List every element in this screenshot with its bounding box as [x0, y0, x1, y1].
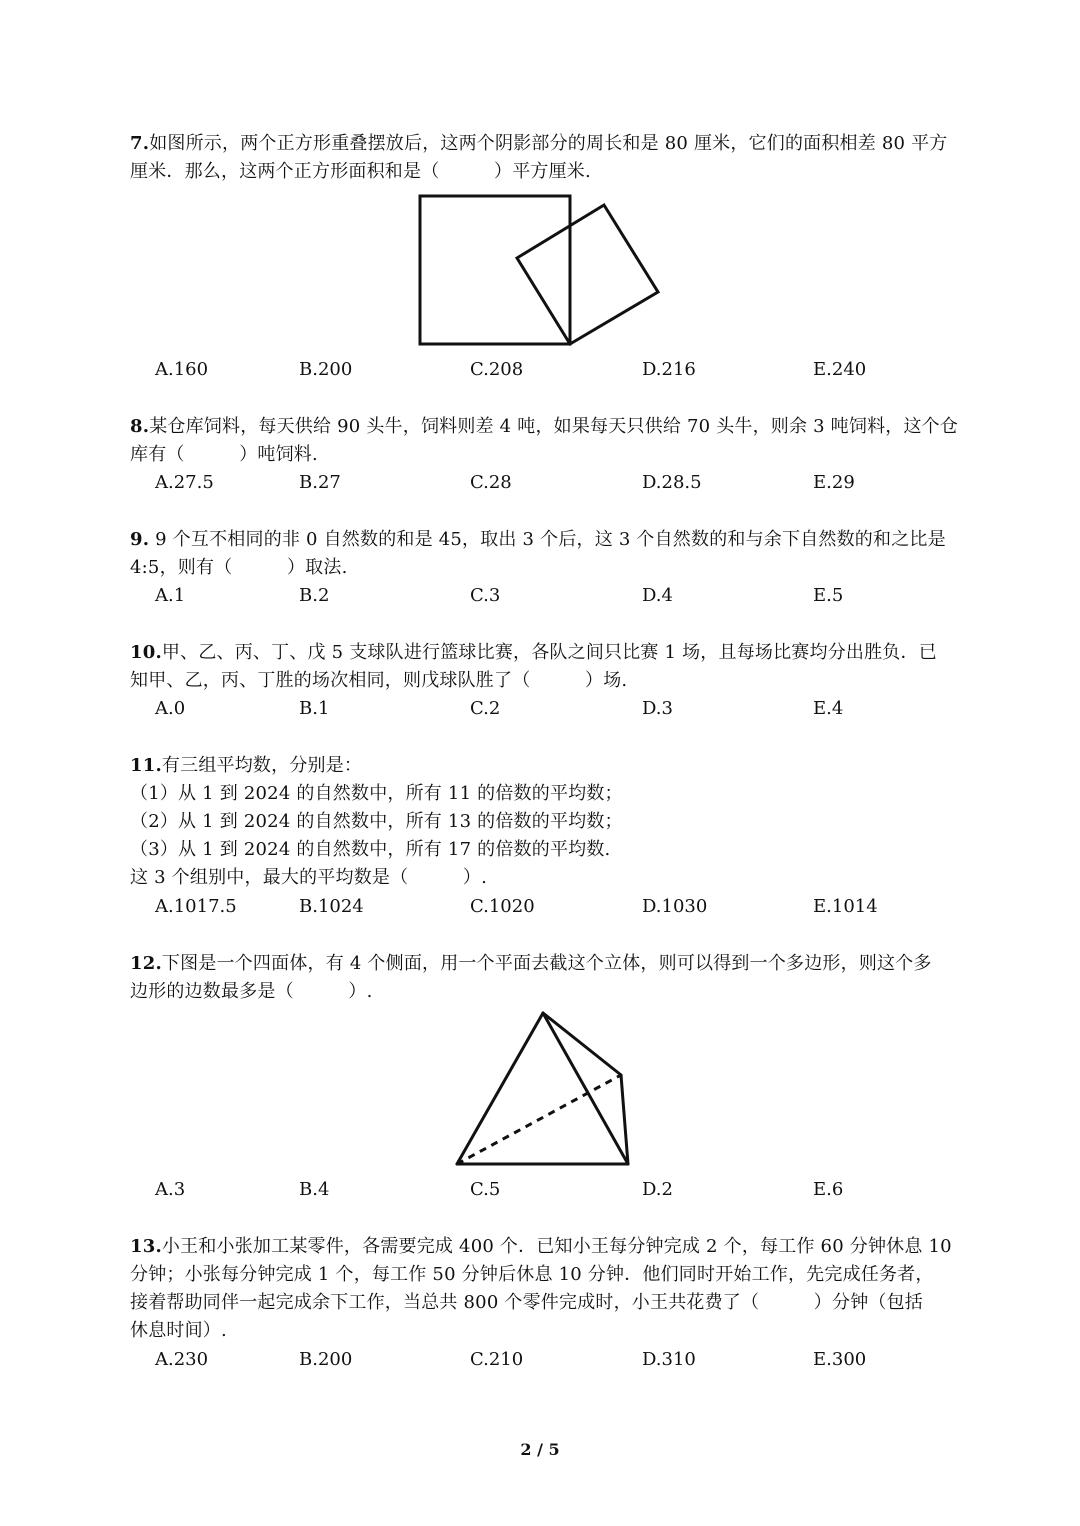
option-a[interactable]: A.0	[155, 698, 186, 719]
option-d[interactable]: D.4	[642, 585, 673, 606]
question-9-line-2: 4:5，则有（ ）取法.	[130, 557, 348, 578]
option-a[interactable]: A.1017.5	[155, 896, 237, 917]
question-number: 11.	[130, 755, 162, 776]
option-d[interactable]: D.310	[642, 1349, 696, 1370]
question-13-line-4: 休息时间）.	[130, 1320, 227, 1341]
option-b[interactable]: B.200	[299, 1349, 353, 1370]
option-e[interactable]: E.1014	[813, 896, 878, 917]
question-10-line-2: 知甲、乙，丙、丁胜的场次相同，则戊球队胜了（ ）场.	[130, 670, 628, 691]
tilted-square	[517, 205, 658, 344]
option-a[interactable]: A.230	[155, 1349, 209, 1370]
option-d[interactable]: D.28.5	[642, 472, 702, 493]
option-b[interactable]: B.1024	[299, 896, 364, 917]
question-number: 13.	[130, 1236, 162, 1257]
option-c[interactable]: C.3	[470, 585, 501, 606]
question-8-options	[0, 469, 1080, 497]
option-e[interactable]: E.4	[813, 698, 844, 719]
option-c[interactable]: C.28	[470, 472, 512, 493]
option-e[interactable]: E.300	[813, 1349, 867, 1370]
option-e[interactable]: E.5	[813, 585, 844, 606]
question-7-line-2: 厘米．那么，这两个正方形面积和是（ ）平方厘米.	[130, 161, 591, 182]
question-13-line-2: 分钟；小张每分钟完成 1 个，每工作 50 分钟后休息 10 分钟．他们同时开始工作，先完成任务者，	[130, 1264, 934, 1285]
question-11-line-2: （1）从 1 到 2024 的自然数中，所有 11 的倍数的平均数；	[130, 783, 623, 804]
question-number: 10.	[130, 642, 162, 663]
question-10-line-1: 10.甲、乙、丙、丁、戊 5 支球队进行篮球比赛，各队之间只比赛 1 场，且每场比赛均分出胜负．已	[130, 642, 937, 663]
question-11-line-4: （3）从 1 到 2024 的自然数中，所有 17 的倍数的平均数.	[130, 839, 611, 860]
question-8-line-2: 库有（ ）吨饲料.	[130, 444, 318, 465]
option-d[interactable]: D.3	[642, 698, 673, 719]
option-c[interactable]: C.210	[470, 1349, 524, 1370]
question-12-line-1: 12.下图是一个四面体，有 4 个侧面，用一个平面去截这个立体，则可以得到一个多边形，则这个多	[130, 953, 932, 974]
tetrahedron-edge	[457, 1013, 543, 1164]
question-12-line-2: 边形的边数最多是（ ）.	[130, 981, 373, 1002]
option-b[interactable]: B.4	[299, 1179, 330, 1200]
question-11-line-3: （2）从 1 到 2024 的自然数中，所有 13 的倍数的平均数；	[130, 811, 623, 832]
option-c[interactable]: C.1020	[470, 896, 535, 917]
option-b[interactable]: B.2	[299, 585, 330, 606]
question-11-line-1: 11.有三组平均数，分别是：	[130, 755, 363, 776]
option-a[interactable]: A.3	[155, 1179, 186, 1200]
option-e[interactable]: E.6	[813, 1179, 844, 1200]
question-number: 7.	[130, 133, 150, 154]
option-d[interactable]: D.2	[642, 1179, 673, 1200]
option-d[interactable]: D.216	[642, 359, 696, 380]
option-c[interactable]: C.2	[470, 698, 501, 719]
question-9-options	[0, 582, 1080, 610]
tetrahedron-edge	[543, 1013, 628, 1164]
question-7-options	[0, 356, 1080, 384]
question-8-line-1: 8.某仓库饲料，每天供给 90 头牛，饲料则差 4 吨，如果每天只供给 70 头牛，则余 3 吨饲料，这个仓	[130, 416, 959, 437]
option-e[interactable]: E.240	[813, 359, 867, 380]
question-13-line-3: 接着帮助同伴一起完成余下工作，当总共 800 个零件完成时，小王共花费了（ ）分钟（包括	[130, 1292, 923, 1313]
tetrahedron-figure	[445, 1003, 645, 1178]
question-7-line-1: 7.如图所示，两个正方形重叠摆放后，这两个阴影部分的周长和是 80 厘米，它们的面积相差 80 平方	[130, 133, 948, 154]
question-13-options	[0, 1346, 1080, 1374]
question-12-options	[0, 1176, 1080, 1204]
option-d[interactable]: D.1030	[642, 896, 708, 917]
option-a[interactable]: A.1	[155, 585, 186, 606]
question-number: 12.	[130, 953, 162, 974]
option-c[interactable]: C.208	[470, 359, 524, 380]
large-square	[420, 196, 570, 344]
option-e[interactable]: E.29	[813, 472, 855, 493]
overlapping-squares-figure	[410, 186, 670, 352]
option-b[interactable]: B.27	[299, 472, 341, 493]
option-a[interactable]: A.27.5	[155, 472, 214, 493]
option-a[interactable]: A.160	[155, 359, 209, 380]
option-c[interactable]: C.5	[470, 1179, 501, 1200]
tetrahedron-edge	[543, 1013, 621, 1075]
option-b[interactable]: B.1	[299, 698, 330, 719]
question-10-options	[0, 695, 1080, 723]
option-b[interactable]: B.200	[299, 359, 353, 380]
question-13-line-1: 13.小王和小张加工某零件，各需要完成 400 个．已知小王每分钟完成 2 个，每工作 60 分钟休息 10	[130, 1236, 952, 1257]
question-11-line-5: 这 3 个组别中，最大的平均数是（ ）.	[130, 867, 488, 888]
question-number: 8.	[130, 416, 150, 437]
question-number: 9.	[130, 529, 150, 550]
question-11-options	[0, 893, 1080, 921]
page-number: 2 / 5	[520, 1440, 560, 1459]
question-9-line-1: 9. 9 个互不相同的非 0 自然数的和是 45，取出 3 个后，这 3 个自然数的和与余下自然数的和之比是	[130, 529, 946, 550]
